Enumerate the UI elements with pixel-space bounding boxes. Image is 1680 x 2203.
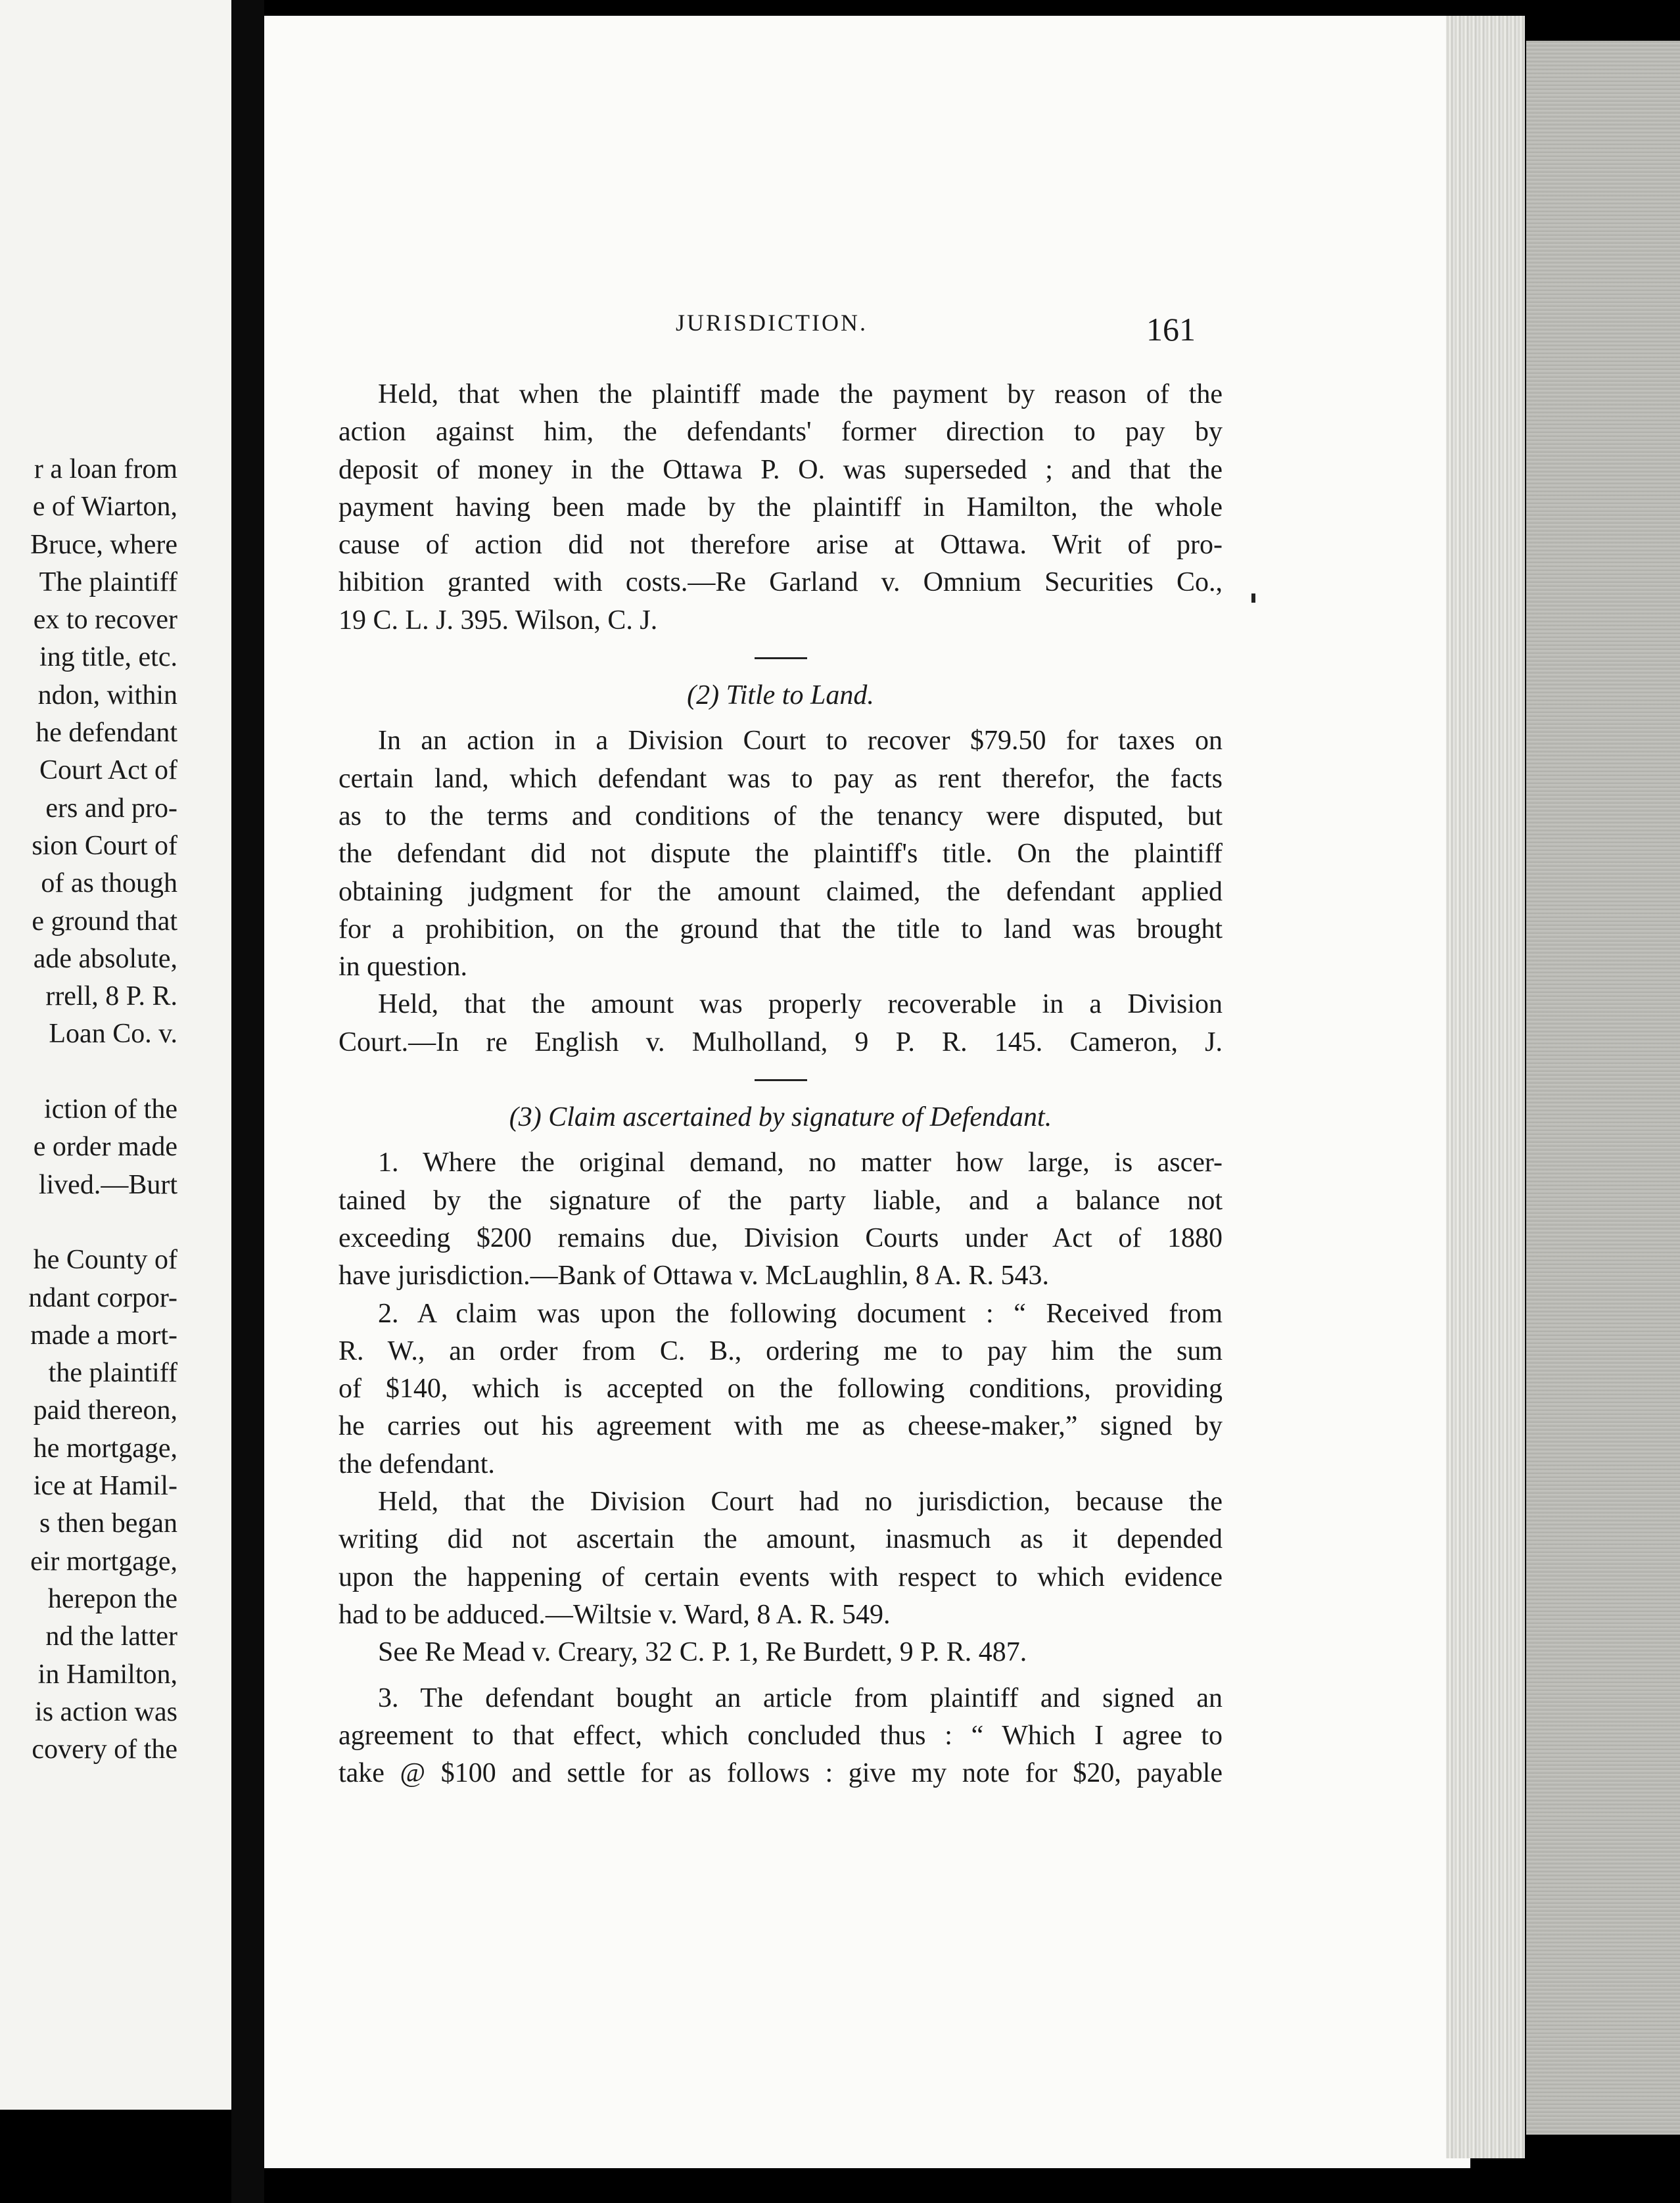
- left-line: sion Court of: [32, 830, 177, 861]
- ink-mark: [1251, 593, 1255, 603]
- left-line: ice at Hamil-: [33, 1471, 177, 1502]
- page-number: 161: [1146, 311, 1196, 348]
- gutter-shadow: [231, 0, 264, 2203]
- text-line: action against him, the defendants' former direction to pay by: [338, 417, 1223, 448]
- text-line: 19 C. L. J. 395. Wilson, C. J.: [338, 605, 658, 636]
- text-line: he carries out his agreement with me as cheese-maker,” signed by: [338, 1411, 1223, 1442]
- text-line: the defendant.: [338, 1449, 495, 1479]
- left-line: herepon the: [47, 1583, 177, 1614]
- left-line: the plaintiff: [48, 1358, 177, 1389]
- left-line: he County of: [33, 1245, 177, 1276]
- left-line: eir mortgage,: [30, 1546, 177, 1577]
- section-title-to-land: [338, 677, 1223, 1061]
- page-body: [338, 376, 1223, 1792]
- book-edge: [1526, 41, 1680, 2135]
- previous-page-fragment: [0, 0, 231, 2110]
- left-line: nd the latter: [45, 1621, 177, 1652]
- left-line: he defendant: [35, 718, 177, 749]
- left-line: ers and pro-: [45, 793, 177, 823]
- left-line: e order made: [33, 1132, 177, 1163]
- page-edges: [1446, 16, 1525, 2158]
- left-line: e ground that: [32, 906, 177, 937]
- text-line: hibition granted with costs.—Re Garland v. Omnium Securities Co.,: [338, 567, 1223, 598]
- text-line: take @ $100 and settle for as follows : give my note for $20, payable: [338, 1758, 1223, 1789]
- left-line: iction of the: [44, 1094, 177, 1125]
- text-line: Held, that the amount was properly recoverable in a Division: [378, 989, 1223, 1020]
- text-line: had to be adduced.—Wiltsie v. Ward, 8 A. R. 549.: [338, 1599, 891, 1630]
- text-line: Held, that when the plaintiff made the payment by reason of the: [378, 379, 1223, 409]
- section-heading: (3) Claim ascertained by signature of Defendant.: [509, 1102, 1052, 1133]
- text-line: Held, that the Division Court had no jurisdiction, because the: [378, 1487, 1223, 1518]
- left-line: ing title, etc.: [39, 642, 177, 673]
- text-line: for a prohibition, on the ground that the title to land was brought: [338, 914, 1223, 944]
- text-line: 1. Where the original demand, no matter how large, is ascer-: [378, 1148, 1223, 1178]
- left-line: s then began: [39, 1508, 177, 1539]
- section-1: [338, 376, 1223, 639]
- text-line: R. W., an order from C. B., ordering me to pay him the sum: [338, 1335, 1223, 1366]
- left-line: [0, 1054, 177, 1091]
- left-line: Loan Co. v.: [49, 1019, 177, 1050]
- text-line: Court.—In re English v. Mulholland, 9 P. R. 145. Cameron, J.: [338, 1027, 1223, 1057]
- left-line: e of Wiarton,: [32, 492, 177, 522]
- text-line: In an action in a Division Court to recover $79.50 for taxes on: [378, 726, 1223, 756]
- text-line: deposit of money in the Ottawa P. O. was superseded ; and that the: [338, 454, 1223, 485]
- left-line: covery of the: [32, 1734, 177, 1765]
- section-claim-ascertained: [338, 1099, 1223, 1792]
- left-line: paid thereon,: [33, 1395, 177, 1426]
- text-line: cause of action did not therefore arise at Ottawa. Writ of pro-: [338, 530, 1223, 561]
- text-line: agreement to that effect, which concluded thus : “ Which I agree to: [338, 1720, 1223, 1751]
- text-line: certain land, which defendant was to pay as rent therefor, the facts: [338, 763, 1223, 794]
- left-line: he mortgage,: [33, 1433, 177, 1464]
- text-line: obtaining judgment for the amount claimed, the defendant applied: [338, 876, 1223, 907]
- left-line: lived.—Burt: [38, 1169, 177, 1200]
- text-line: of $140, which is accepted on the following conditions, providing: [338, 1374, 1223, 1404]
- text-line: tained by the signature of the party liable, and a balance not: [338, 1185, 1223, 1216]
- text-line: upon the happening of certain events with respect to which evidence: [338, 1562, 1223, 1592]
- left-line: of as though: [41, 868, 177, 899]
- left-line: Bruce, where: [30, 529, 177, 560]
- left-line: ndant corpor-: [28, 1282, 177, 1313]
- left-line: r a loan from: [34, 454, 177, 484]
- previous-page-text: [0, 451, 177, 1769]
- text-line: 2. A claim was upon the following document : “ Received from: [378, 1298, 1223, 1329]
- left-line: rrell, 8 P. R.: [45, 981, 177, 1012]
- left-line: ade absolute,: [33, 943, 177, 974]
- section-divider: [755, 1079, 807, 1081]
- text-line: as to the terms and conditions of the tenancy were disputed, but: [338, 800, 1223, 831]
- left-line: made a mort-: [30, 1320, 177, 1351]
- left-line: is action was: [35, 1696, 177, 1727]
- text-line: in question.: [338, 952, 467, 983]
- left-line: Court Act of: [39, 755, 177, 786]
- text-line: have jurisdiction.—Bank of Ottawa v. McLaughlin, 8 A. R. 543.: [338, 1261, 1049, 1291]
- left-line: ex to recover: [33, 605, 177, 636]
- left-line: [0, 1204, 177, 1241]
- section-divider: [755, 657, 807, 659]
- text-line: writing did not ascertain the amount, inasmuch as it depended: [338, 1524, 1223, 1555]
- text-line: payment having been made by the plaintiff in Hamilton, the whole: [338, 492, 1223, 522]
- running-head: JURISDICTION.: [676, 310, 868, 336]
- left-line: The plaintiff: [39, 567, 177, 597]
- text-line: the defendant did not dispute the plaintiff's title. On the plaintiff: [338, 839, 1223, 870]
- left-line: in Hamilton,: [37, 1659, 177, 1690]
- text-line: See Re Mead v. Creary, 32 C. P. 1, Re Burdett, 9 P. R. 487.: [378, 1637, 1027, 1668]
- text-line: exceeding $200 remains due, Division Courts under Act of 1880: [338, 1222, 1223, 1253]
- left-line: ndon, within: [37, 680, 177, 710]
- section-heading: (2) Title to Land.: [687, 680, 874, 711]
- text-line: 3. The defendant bought an article from plaintiff and signed an: [378, 1682, 1223, 1713]
